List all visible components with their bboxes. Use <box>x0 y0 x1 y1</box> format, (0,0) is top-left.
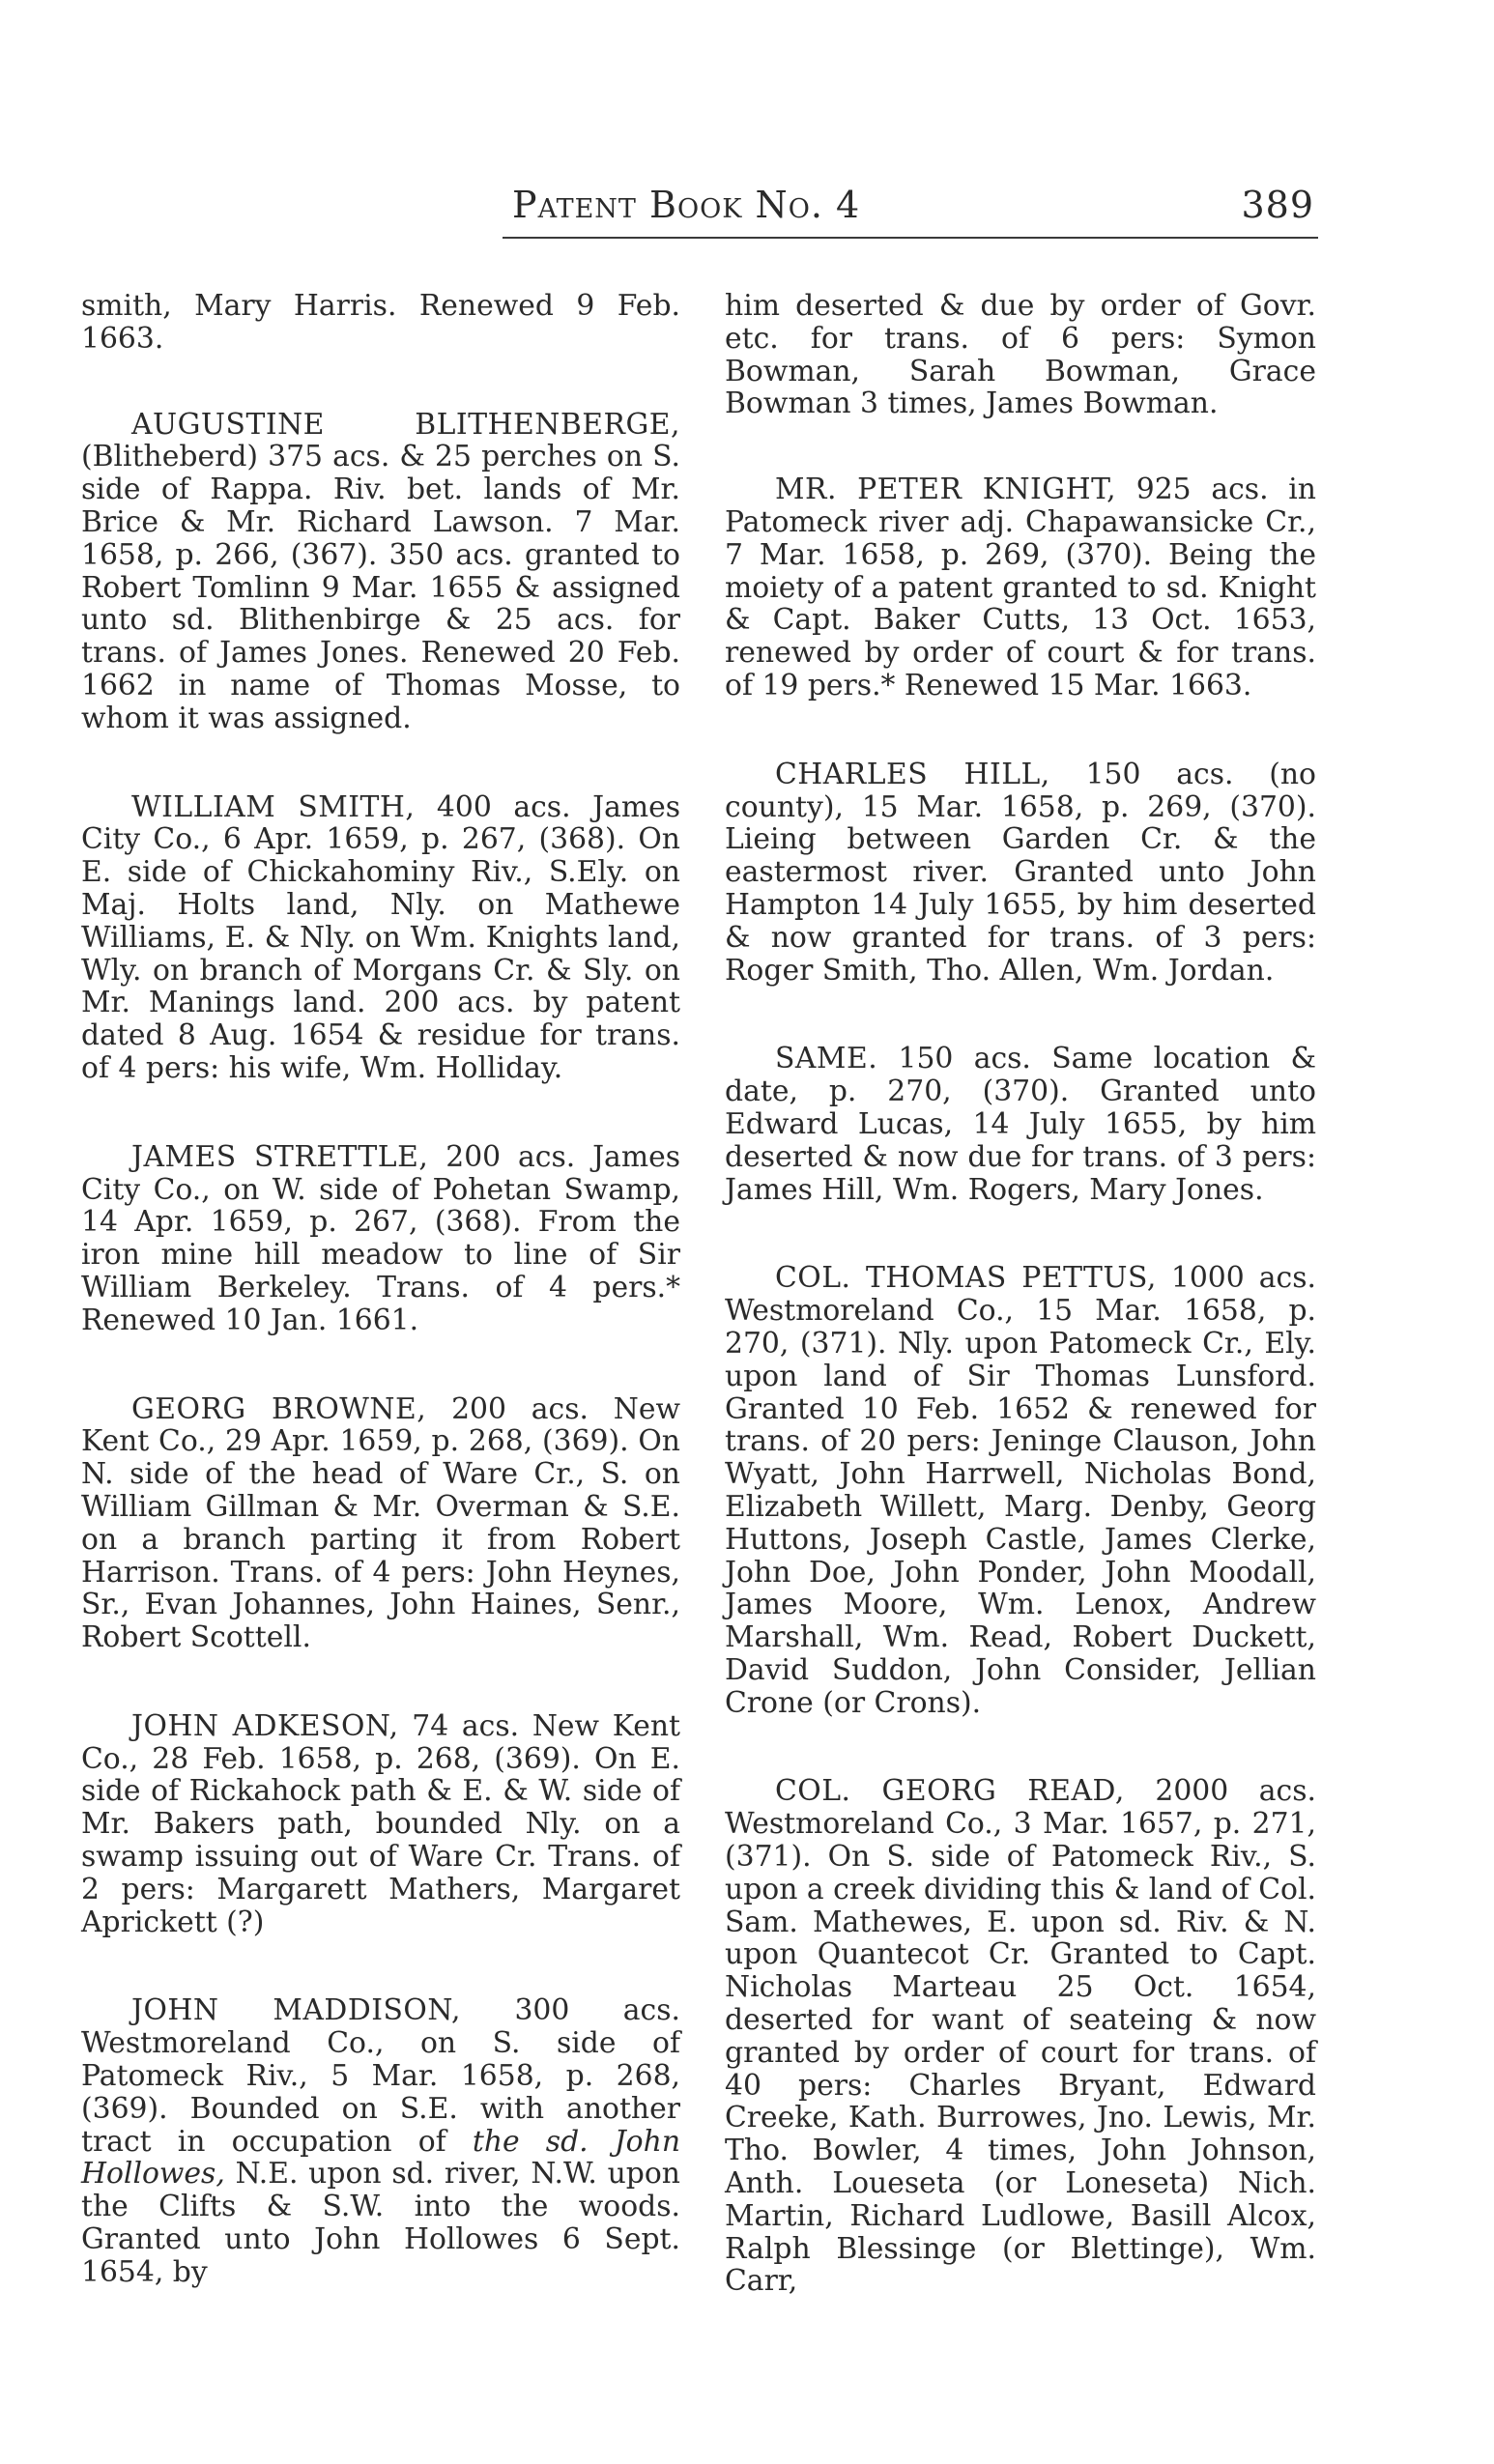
entry-name: CHARLES HILL, <box>775 757 1050 791</box>
entry-thomas-pettus <box>725 1262 1316 1719</box>
entry-charles-hill <box>725 759 1316 988</box>
entry-text: 400 acs. James City Co., 6 Apr. 1659, p. 267, (368). On E. side of Chickahominy Riv., S.Ely. on Maj. Holts land, Nly. on Mathewe Williams, E. & Nly. on Wm. Knights land, Wly. on branch of Morgans Cr. & Sly. on Mr. Manings land. 200 acs. by patent dated 8 Aug. 1654 & residue for trans. of 4 pers: his wife, Wm. Holliday. <box>81 789 681 1085</box>
entry-peter-knight <box>725 473 1316 702</box>
entry-name: COL. THOMAS PETTUS, <box>775 1261 1157 1296</box>
entry-text: 150 acs. (no county), 15 Mar. 1658, p. 269, (370). Lieing between Garden Cr. & the eastermost river. Granted unto John Hampton 14 July 1655, by him deserted & now granted for trans. of 3 pers: Roger Smith, Tho. Allen, Wm. Jordan. <box>725 757 1316 988</box>
entry-text: 925 acs. in Patomeck river adj. Chapawansicke Cr., 7 Mar. 1658, p. 269, (370). Being the moiety of a patent granted to sd. Knight & Capt. Baker Cutts, 13 Oct. 1653, renewed by order of court & for trans. of 19 pers.* Renewed 15 Mar. 1663. <box>725 473 1316 702</box>
entry-same <box>725 1043 1316 1206</box>
entry-text: 200 acs. James City Co., on W. side of Pohetan Swamp, 14 Apr. 1659, p. 267, (368). From the iron mine hill meadow to line of Sir William Berkeley. Trans. of 4 pers.* Renewed 10 Jan. 1661. <box>81 1139 680 1337</box>
entry-name: JOHN MADDISON, <box>131 1993 461 2028</box>
page-number: 389 <box>1241 184 1314 226</box>
entry-name: SAME. <box>775 1042 878 1076</box>
entry-georg-browne <box>81 1393 680 1654</box>
entry-italic-text: the sd. John Hollowes, <box>81 2124 681 2192</box>
entry-name: JOHN ADKESON, <box>131 1708 399 1743</box>
entry-text: (Blitheberd) 375 acs. & 25 perches on S. side of Rappa. Riv. bet. lands of Mr. Brice & Mr. Richard Lawson. 7 Mar. 1658, p. 266, (367). 350 acs. granted to Robert Tomlinn 9 Mar. 1655 & assigned unto sd. Blithenbirge & 25 acs. for trans. of James Jones. Renewed 20 Feb. 1662 in name of Thomas Mosse, to whom it was assigned. <box>81 440 680 735</box>
entry-name: JAMES STRETTLE, <box>131 1139 429 1174</box>
left-column <box>81 290 680 2345</box>
entry-augustine-blithenberge <box>81 409 680 735</box>
entry-text: 2000 acs. Westmoreland Co., 3 Mar. 1657, p. 271, (371). On S. side of Patomeck Riv., S. upon a creek dividing this & land of Col. Sam. Mathewes, E. upon sd. Riv. & N. upon Quantecot Cr. Granted to Capt. Nicholas Marteau 25 Oct. 1654, deserted for want of seateing & now granted by order of court for trans. of 40 pers: Charles Bryant, Edward Creeke, Kath. Burrowes, Jno. Lewis, Mr. Tho. Bowler, 4 times, John Johnson, Anth. Loueseta (or Loneseta) Nich. Martin, Richard Ludlowe, Basill Alcox, Ralph Blessinge (or Blettinge), Wm. Carr, <box>725 1774 1316 2299</box>
entry-text: 300 acs. Westmoreland Co., on S. side of Patomeck Riv., 5 Mar. 1658, p. 268, (369). Bounded on S.E. with another tract in occupation of <box>81 1993 680 2159</box>
entry-text: N.E. upon sd. river, N.W. upon the Clifts & S.W. into the woods. Granted unto John Hollowes 6 Sept. 1654, by <box>81 2157 680 2289</box>
entry-continuation <box>81 290 680 356</box>
entry-continuation <box>725 290 1316 420</box>
entry-william-smith <box>81 791 680 1085</box>
entry-text: smith, Mary Harris. Renewed 9 Feb. 1663. <box>81 289 680 356</box>
header-rule <box>503 237 1318 239</box>
entry-james-strettle <box>81 1141 680 1337</box>
entry-text: 200 acs. New Kent Co., 29 Apr. 1659, p. 268, (369). On N. side of the head of Ware Cr., S. on William Gillman & Mr. Overman & S.E. on a branch parting it from Robert Harrison. Trans. of 4 pers: John Heynes, Sr., Evan Johannes, John Haines, Senr., Robert Scottell. <box>81 1391 681 1655</box>
entry-text: him deserted & due by order of Govr. etc. for trans. of 6 pers: Symon Bowman, Sarah Bowman, Grace Bowman 3 times, James Bowman. <box>725 289 1316 421</box>
entry-text: 74 acs. New Kent Co., 28 Feb. 1658, p. 268, (369). On E. side of Rickahock path & E. & W. side of Mr. Bakers path, bounded Nly. on a swamp issuing out of Ware Cr. Trans. of 2 pers: Margarett Mathers, Margaret Aprickett (?) <box>81 1708 680 1939</box>
entry-name: MR. PETER KNIGHT, <box>775 473 1117 507</box>
entry-name: GEORG BROWNE, <box>131 1391 427 1426</box>
entry-georg-read <box>725 1775 1316 2298</box>
entry-text: 1000 acs. Westmoreland Co., 15 Mar. 1658, p. 270, (371). Nly. upon Patomeck Cr., Ely. upon land of Sir Thomas Lunsford. Granted 10 Feb. 1652 & renewed for trans. of 20 pers: Jeninge Clauson, John Wyatt, John Harrwell, Nicholas Bond, Elizabeth Willett, Marg. Denby, Georg Huttons, Joseph Castle, James Clerke, John Doe, John Ponder, John Moodall, James Moore, Wm. Lenox, Andrew Marshall, Wm. Read, Robert Duckett, David Suddon, John Consider, Jellian Crone (or Crons). <box>725 1261 1316 1720</box>
entry-text: 150 acs. Same location & date, p. 270, (370). Granted unto Edward Lucas, 14 July 1655, by him deserted & now due for trans. of 3 pers: James Hill, Wm. Rogers, Mary Jones. <box>725 1042 1316 1207</box>
entry-john-maddison <box>81 1994 680 2288</box>
entry-name: AUGUSTINE BLITHENBERGE, <box>131 407 680 442</box>
right-column <box>725 290 1316 2354</box>
running-title: Patent Book No. 4 <box>512 184 861 226</box>
entry-name: WILLIAM SMITH, <box>131 789 416 824</box>
entry-name: COL. GEORG READ, <box>775 1774 1125 1809</box>
entry-john-adkeson <box>81 1710 680 1939</box>
